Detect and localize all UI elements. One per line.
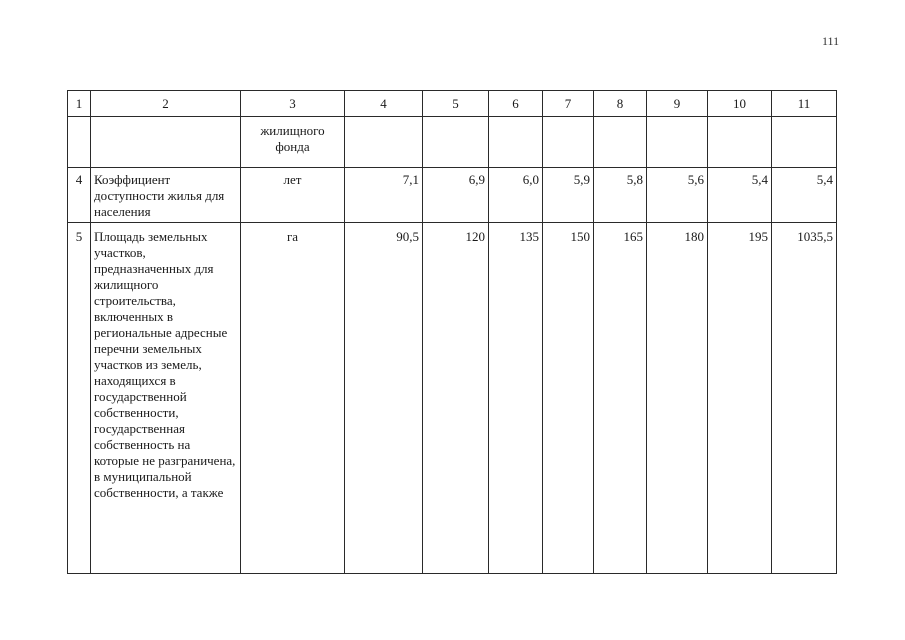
value-cell: 7,1 [345, 168, 423, 223]
indicators-table [67, 90, 837, 574]
value-cell [345, 117, 423, 168]
row-number-cell: 4 [68, 168, 91, 223]
header-cell: 3 [241, 91, 345, 117]
indicator-name-cell [91, 117, 241, 168]
value-cell [647, 117, 708, 168]
value-cell: 135 [489, 223, 543, 574]
value-cell: 1035,5 [772, 223, 837, 574]
table-row [68, 117, 837, 168]
indicator-name-cell: Коэффициент доступности жилья для населения [91, 168, 241, 223]
value-cell: 120 [423, 223, 489, 574]
header-cell: 8 [594, 91, 647, 117]
value-cell: 6,9 [423, 168, 489, 223]
header-cell: 4 [345, 91, 423, 117]
unit-cell: жилищного фонда [241, 117, 345, 168]
header-cell: 10 [708, 91, 772, 117]
header-cell: 5 [423, 91, 489, 117]
value-cell: 6,0 [489, 168, 543, 223]
unit-cell: лет [241, 168, 345, 223]
value-cell: 195 [708, 223, 772, 574]
value-cell: 5,9 [543, 168, 594, 223]
page-number: 111 [822, 34, 840, 48]
table-header-row [68, 91, 837, 117]
value-cell: 150 [543, 223, 594, 574]
value-cell [489, 117, 543, 168]
header-cell: 11 [772, 91, 837, 117]
value-cell: 90,5 [345, 223, 423, 574]
header-cell: 1 [68, 91, 91, 117]
value-cell [772, 117, 837, 168]
indicator-name-cell: Площадь земельных участков, предназначенных для жилищного строительства, включенных в региональные адресные перечни земельных участков из земель, находящихся в государственной собственности, государственная собственность на которые не разграничена, в муниципальной собственности, а также [91, 223, 241, 574]
value-cell [708, 117, 772, 168]
header-cell: 6 [489, 91, 543, 117]
value-cell: 5,6 [647, 168, 708, 223]
value-cell [543, 117, 594, 168]
value-cell [423, 117, 489, 168]
value-cell: 5,4 [708, 168, 772, 223]
header-cell: 2 [91, 91, 241, 117]
row-number-cell [68, 117, 91, 168]
value-cell: 5,8 [594, 168, 647, 223]
table-row [68, 223, 837, 574]
value-cell: 5,4 [772, 168, 837, 223]
row-number-cell: 5 [68, 223, 91, 574]
value-cell: 180 [647, 223, 708, 574]
unit-cell: га [241, 223, 345, 574]
value-cell [594, 117, 647, 168]
header-cell: 7 [543, 91, 594, 117]
value-cell: 165 [594, 223, 647, 574]
header-cell: 9 [647, 91, 708, 117]
table-row [68, 168, 837, 223]
